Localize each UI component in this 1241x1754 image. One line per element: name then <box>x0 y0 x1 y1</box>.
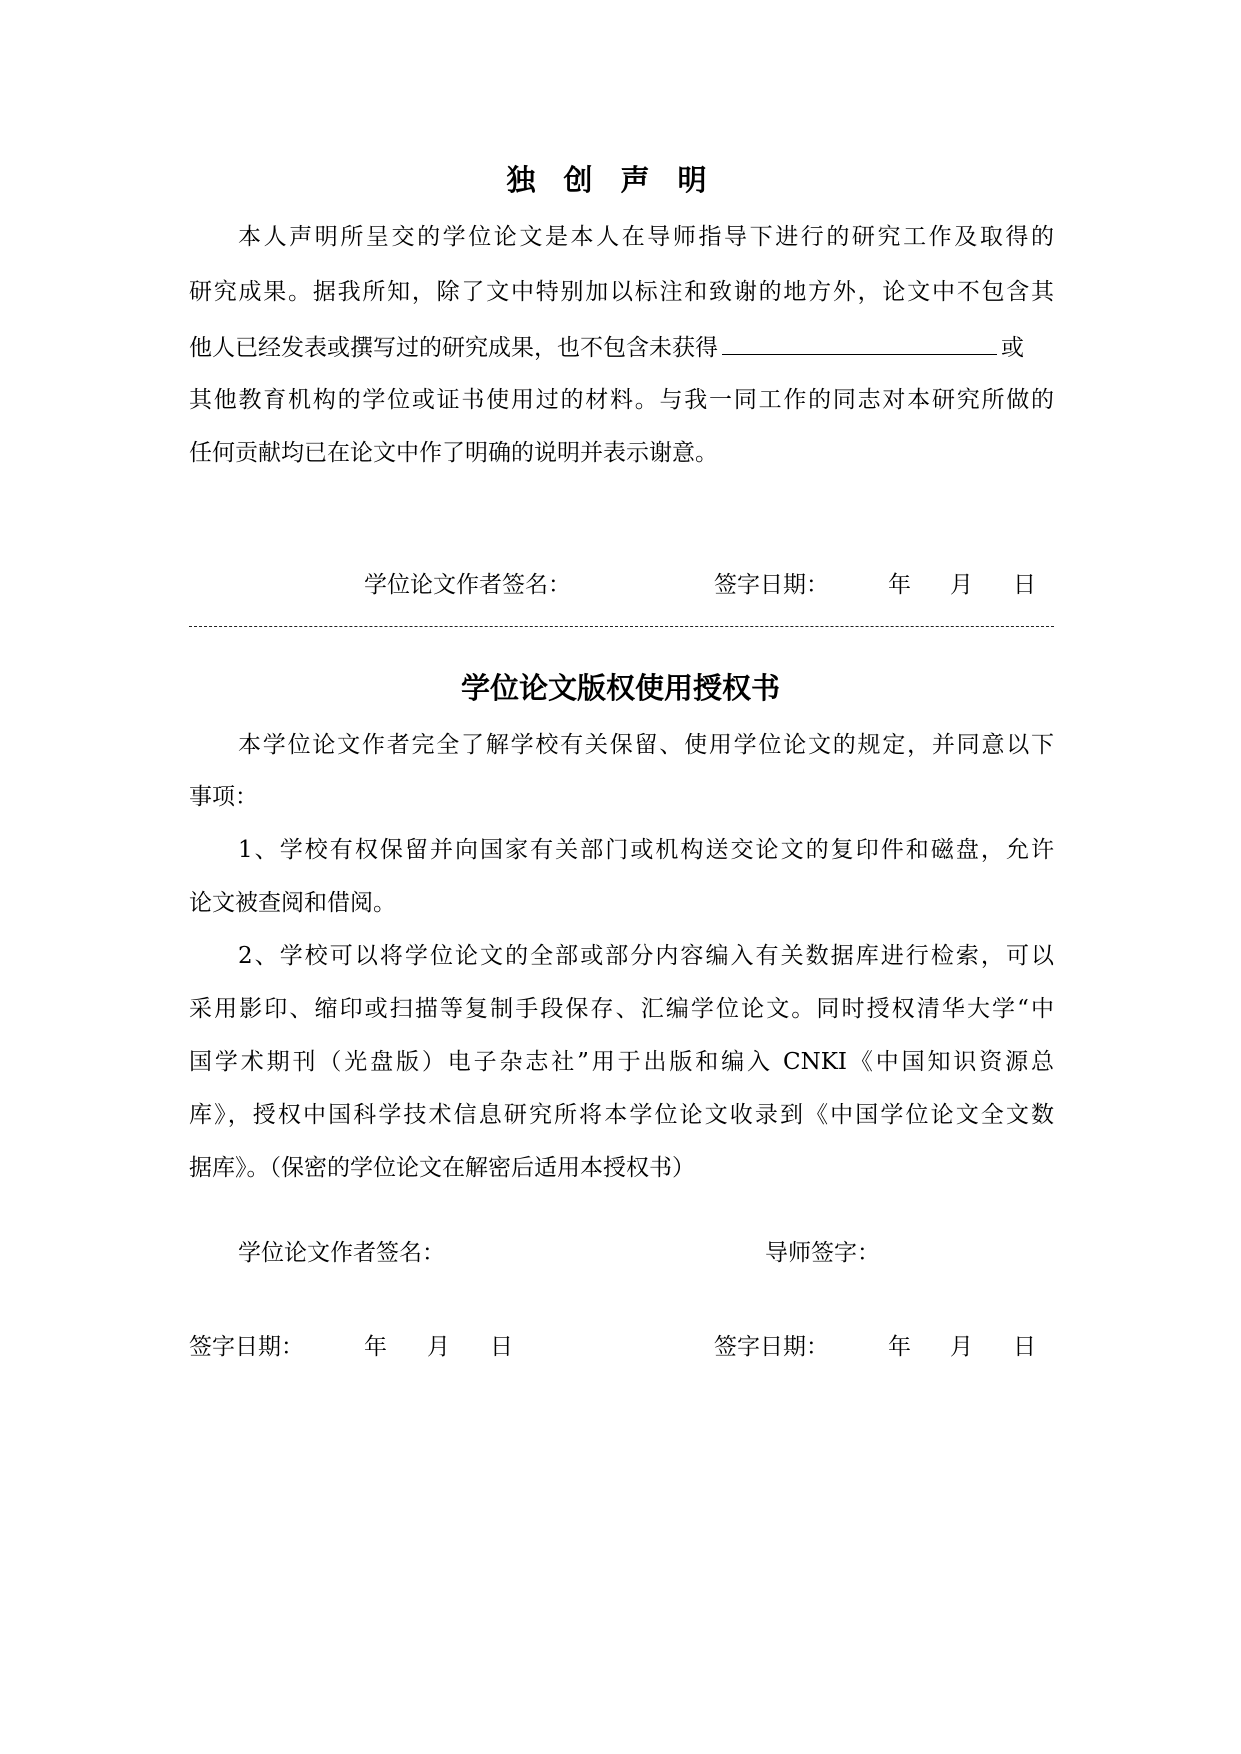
authorization-author-signature-label: 学位论文作者签名： <box>238 1240 445 1266</box>
authorization-line-8: 库》，授权中国科学技术信息研究所将本学位论文收录到《中国学位论文全文数 <box>189 1102 1054 1128</box>
authorization-author-date-year: 年 <box>364 1334 387 1360</box>
declaration-line-2: 研究成果。据我所知，除了文中特别加以标注和致谢的地方外，论文中不包含其 <box>189 279 1054 305</box>
authorization-line-6: 采用影印、缩印或扫描等复制手段保存、汇编学位论文。同时授权清华大学“中 <box>189 996 1054 1022</box>
declaration-author-signature-label: 学位论文作者签名： <box>364 572 571 598</box>
declaration-line-4: 其他教育机构的学位或证书使用过的材料。与我一同工作的同志对本研究所做的 <box>189 387 1054 413</box>
authorization-author-date-month: 月 <box>427 1334 450 1360</box>
declaration-date-year: 年 <box>888 572 911 598</box>
section-divider <box>189 626 1054 627</box>
authorization-line-1: 本学位论文作者完全了解学校有关保留、使用学位论文的规定，并同意以下 <box>238 732 1054 758</box>
institution-blank-field[interactable] <box>722 332 997 355</box>
authorization-line-3: 1、学校有权保留并向国家有关部门或机构送交论文的复印件和磁盘，允许 <box>238 837 1054 863</box>
declaration-date-month: 月 <box>950 572 973 598</box>
authorization-line-2: 事项： <box>189 784 258 810</box>
declaration-line-1: 本人声明所呈交的学位论文是本人在导师指导下进行的研究工作及取得的 <box>238 224 1054 250</box>
declaration-date-day: 日 <box>1013 572 1036 598</box>
authorization-line-7: 国学术期刊（光盘版）电子杂志社”用于出版和编入 CNKI《中国知识资源总 <box>189 1049 1054 1075</box>
authorization-line-5: 2、学校可以将学位论文的全部或部分内容编入有关数据库进行检索，可以 <box>238 943 1054 969</box>
authorization-advisor-date-label: 签字日期： <box>714 1334 829 1360</box>
authorization-author-date-day: 日 <box>490 1334 513 1360</box>
authorization-line-4: 论文被查阅和借阅。 <box>189 890 396 916</box>
declaration-date-label: 签字日期： <box>714 572 829 598</box>
authorization-advisor-date-day: 日 <box>1013 1334 1036 1360</box>
authorization-line-9: 据库》。（保密的学位论文在解密后适用本授权书） <box>189 1155 695 1181</box>
declaration-line-5: 任何贡献均已在论文中作了明确的说明并表示谢意。 <box>189 440 718 466</box>
declaration-line-3-tail: 或 <box>1001 335 1024 361</box>
declaration-line-3-text: 他人已经发表或撰写过的研究成果，也不包含未获得 <box>189 335 718 361</box>
declaration-line-3 <box>189 332 1024 363</box>
authorization-advisor-signature-label: 导师签字： <box>765 1240 880 1266</box>
authorization-author-date-label: 签字日期： <box>189 1334 304 1360</box>
authorization-advisor-date-month: 月 <box>950 1334 973 1360</box>
declaration-title: 独创声明 <box>506 163 735 197</box>
authorization-advisor-date-year: 年 <box>888 1334 911 1360</box>
authorization-title: 学位论文版权使用授权书 <box>460 671 780 705</box>
